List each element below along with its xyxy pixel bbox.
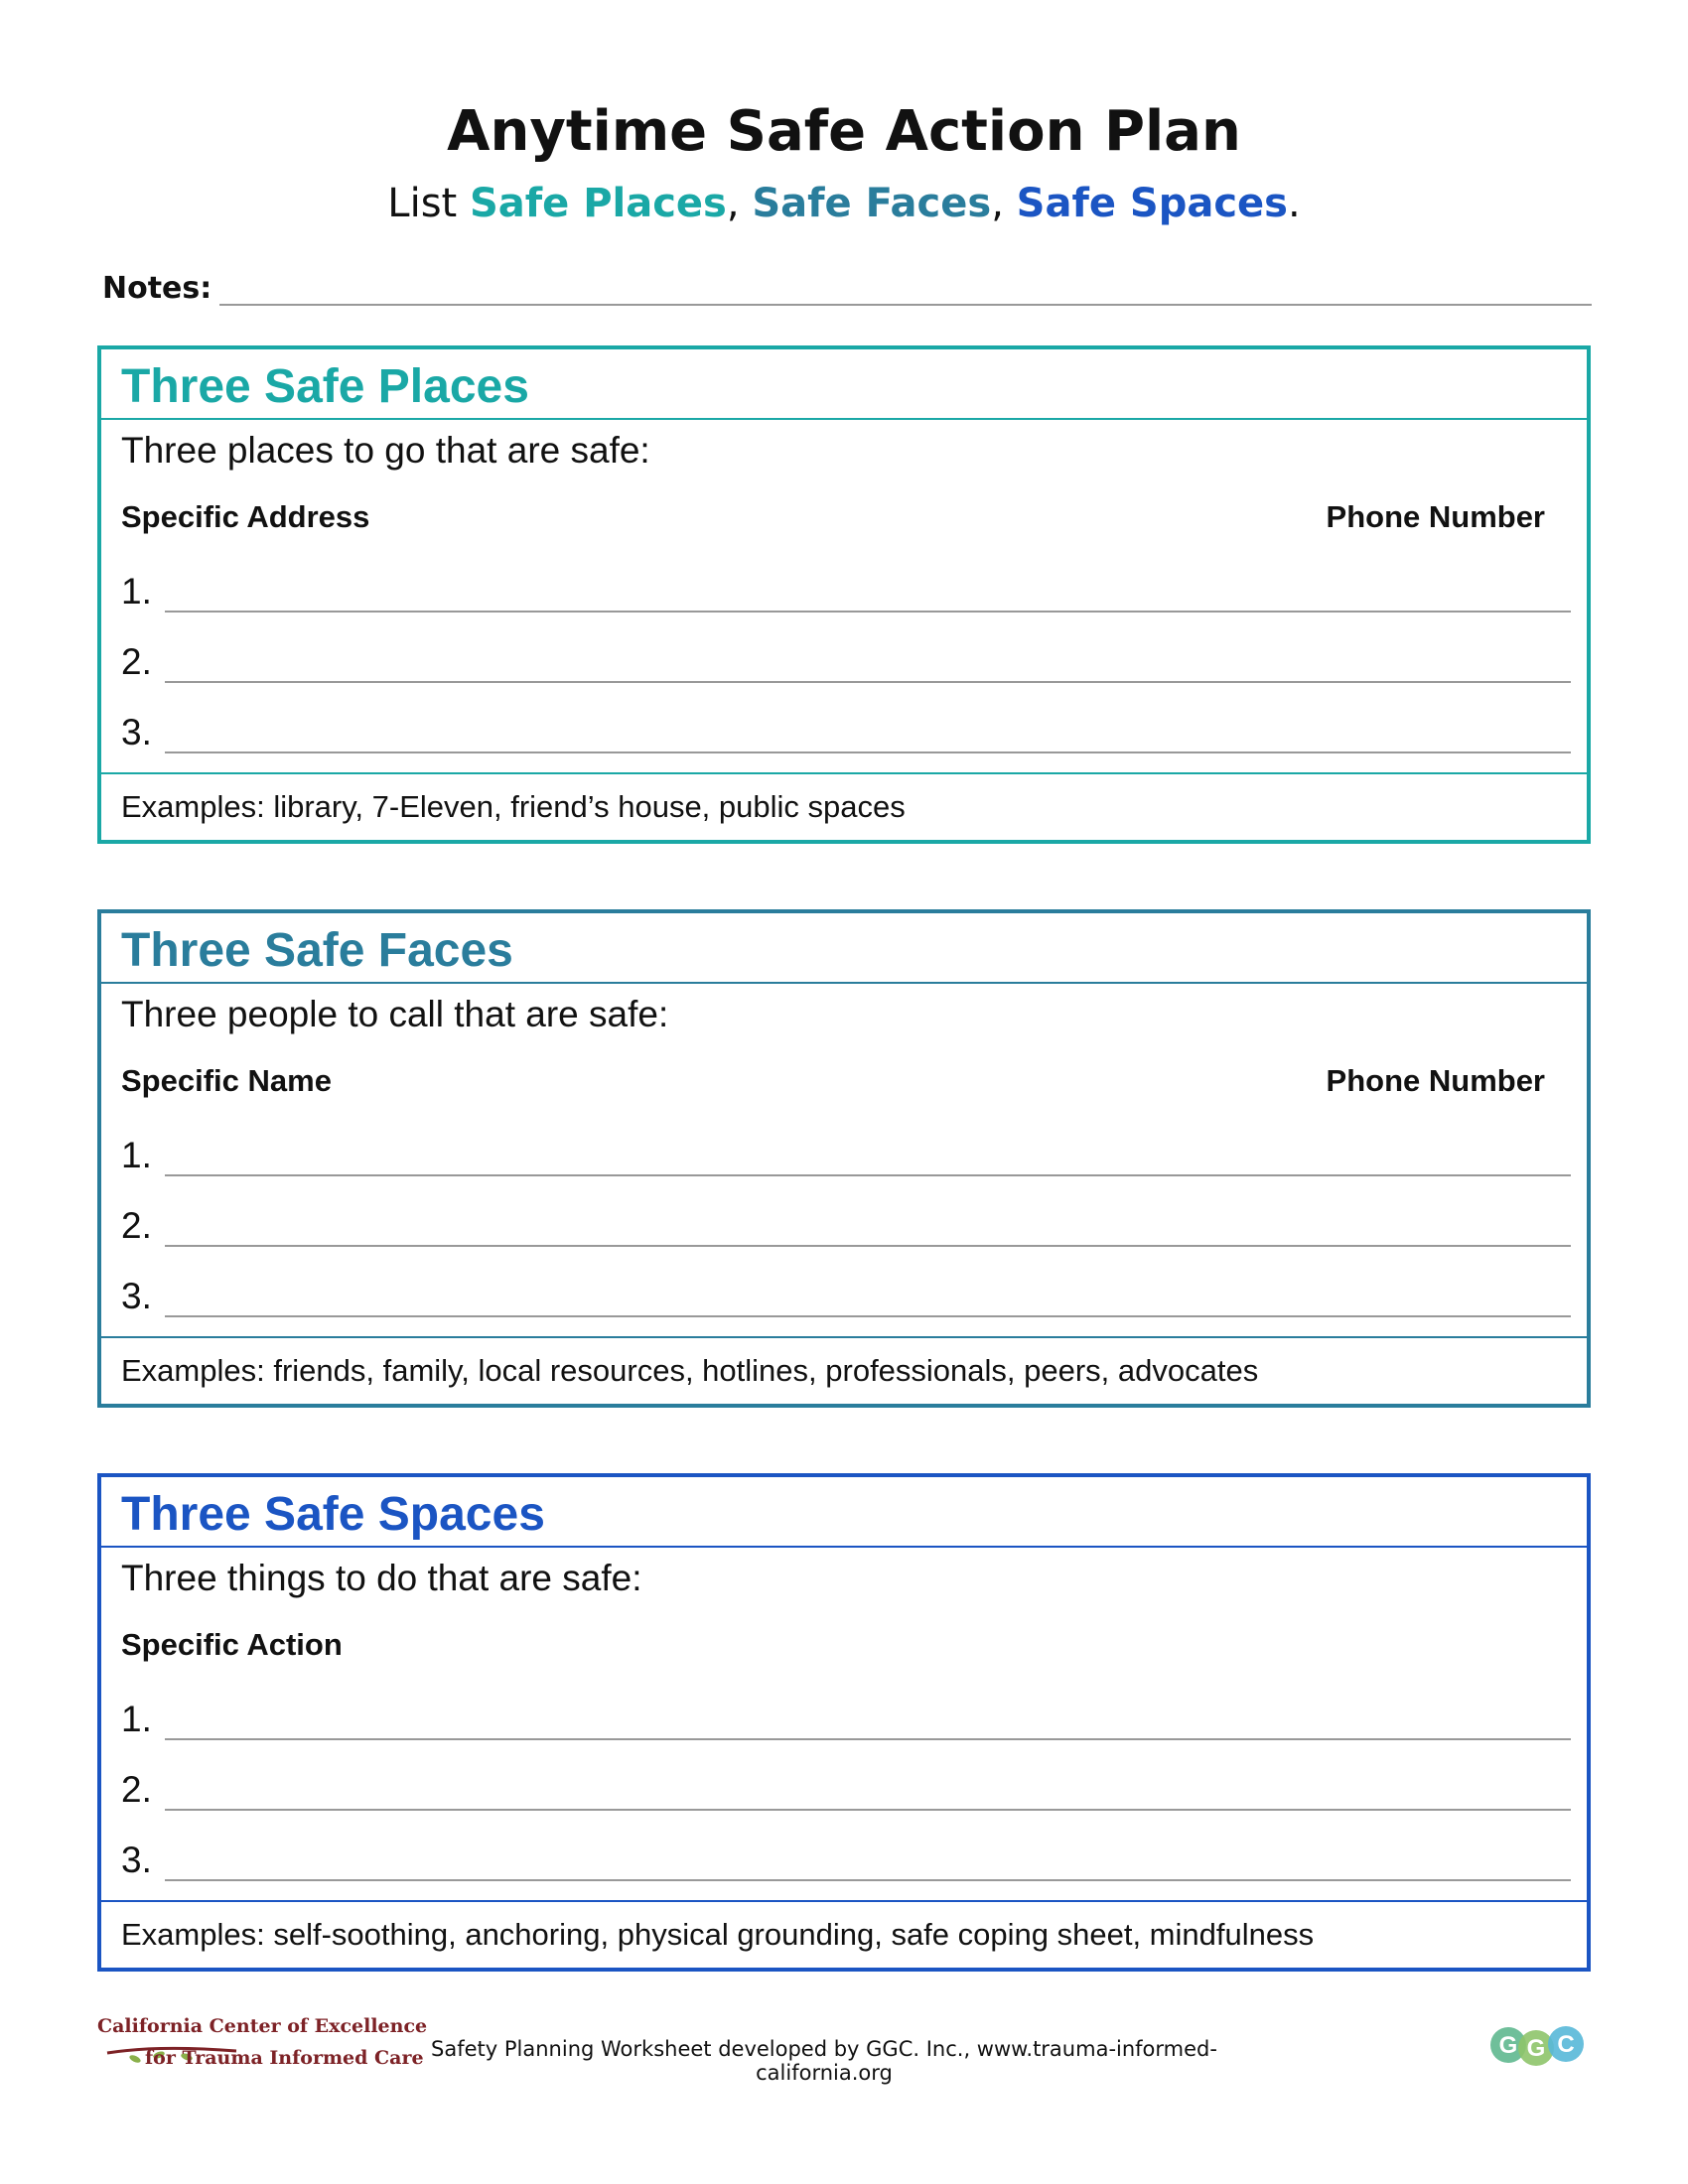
subtitle-prefix: List [387, 181, 470, 226]
ggc-logo [1484, 2020, 1594, 2070]
column-label-name: Specific Name [121, 1063, 332, 1098]
notes-row [102, 266, 1592, 306]
logo-line-2: for Trauma Informed Care [145, 2047, 424, 2069]
line-number: 3. [121, 712, 152, 752]
column-label-action: Specific Action [121, 1627, 343, 1662]
ggc-letter-g2: G [1526, 2035, 1546, 2062]
subtitle-safe-places: Safe Places [469, 181, 727, 226]
subtitle-sep-1: , [726, 181, 753, 226]
entry-line-2[interactable] [121, 1767, 1571, 1811]
ggc-letter-g1: G [1498, 2032, 1518, 2059]
section-safe-spaces [97, 1473, 1591, 1972]
line-number: 3. [121, 1276, 152, 1316]
line-fill[interactable] [165, 1849, 1571, 1881]
section-examples: Examples: library, 7-Eleven, friend’s house, public spaces [101, 772, 1587, 842]
line-fill[interactable] [165, 722, 1571, 753]
page-subtitle [0, 181, 1688, 226]
entry-line-3[interactable] [121, 1838, 1571, 1881]
line-fill[interactable] [165, 1215, 1571, 1247]
subtitle-sep-2: , [991, 181, 1017, 226]
page-title: Anytime Safe Action Plan [447, 99, 1241, 164]
line-number: 2. [121, 641, 152, 682]
line-number: 2. [121, 1769, 152, 1810]
section-examples: Examples: self-soothing, anchoring, physical grounding, safe coping sheet, mindfulness [101, 1900, 1587, 1970]
entry-line-1[interactable] [121, 1133, 1571, 1176]
line-number: 1. [121, 1135, 152, 1175]
notes-label: Notes: [102, 271, 212, 306]
section-intro: Three things to do that are safe: [121, 1558, 642, 1598]
logo-line-1: California Center of Excellence [97, 2015, 428, 2037]
ccetic-logo [97, 2015, 428, 2075]
line-fill[interactable] [165, 651, 1571, 683]
section-intro: Three places to go that are safe: [121, 430, 650, 471]
line-fill[interactable] [165, 1286, 1571, 1317]
footer-credit: Safety Planning Worksheet developed by GGC. Inc., www.trauma-informed-california.org [431, 2037, 1217, 2085]
entry-line-2[interactable] [121, 1203, 1571, 1247]
column-label-phone: Phone Number [1326, 1063, 1545, 1098]
line-fill[interactable] [165, 1779, 1571, 1811]
line-number: 1. [121, 571, 152, 612]
notes-input-line[interactable] [219, 270, 1592, 306]
column-label-phone: Phone Number [1326, 499, 1545, 534]
line-number: 3. [121, 1840, 152, 1880]
line-number: 1. [121, 1699, 152, 1739]
entry-line-1[interactable] [121, 569, 1571, 613]
entry-line-2[interactable] [121, 639, 1571, 683]
ggc-letter-c: C [1557, 2031, 1575, 2058]
column-label-address: Specific Address [121, 499, 370, 534]
section-safe-faces [97, 909, 1591, 1408]
section-intro: Three people to call that are safe: [121, 994, 669, 1034]
entry-line-3[interactable] [121, 710, 1571, 753]
section-safe-places [97, 345, 1591, 844]
entry-line-3[interactable] [121, 1274, 1571, 1317]
section-heading: Three Safe Spaces [101, 1477, 1587, 1548]
subtitle-safe-spaces: Safe Spaces [1016, 181, 1288, 226]
section-examples: Examples: friends, family, local resources, hotlines, professionals, peers, advocates [101, 1336, 1587, 1406]
subtitle-suffix: . [1287, 181, 1301, 226]
line-fill[interactable] [165, 1708, 1571, 1740]
line-fill[interactable] [165, 1145, 1571, 1176]
line-fill[interactable] [165, 581, 1571, 613]
section-heading: Three Safe Places [101, 349, 1587, 420]
ggc-circles-icon [1484, 2020, 1594, 2070]
entry-line-1[interactable] [121, 1697, 1571, 1740]
line-number: 2. [121, 1205, 152, 1246]
section-heading: Three Safe Faces [101, 913, 1587, 984]
subtitle-safe-faces: Safe Faces [752, 181, 992, 226]
